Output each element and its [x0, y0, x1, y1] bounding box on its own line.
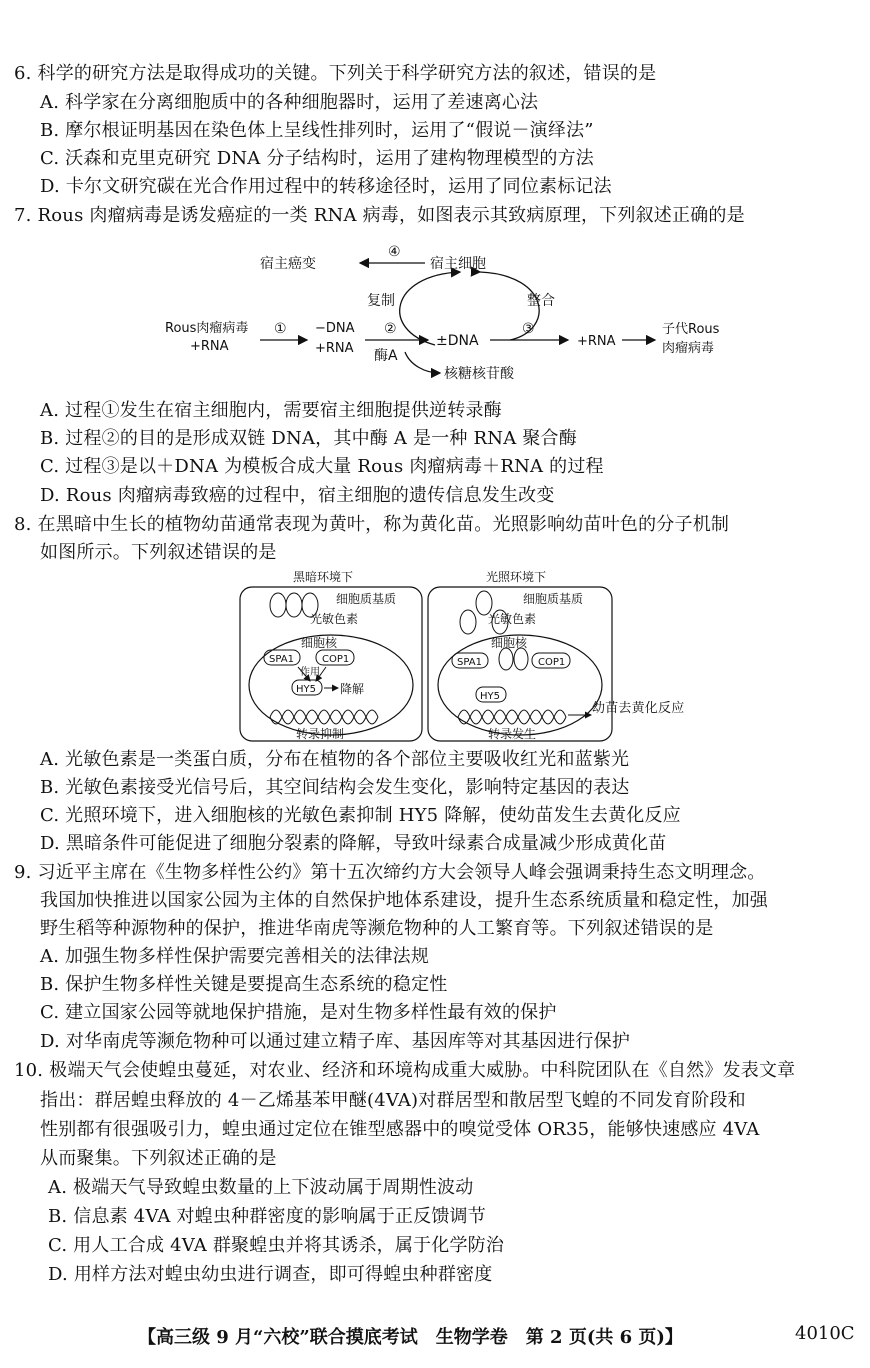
q10-option-c: C. 用人工合成 4VA 群聚蝗虫并将其诱杀，属于化学防治 — [48, 1235, 505, 1256]
q9-stem-2: 我国加快推进以国家公园为主体的自然保护地体系建设，提升生态系统质量和稳定性，加强 — [40, 890, 768, 911]
page-footer — [0, 1323, 870, 1353]
dark-title: 黑暗环境下 — [293, 570, 354, 584]
q9-option-a: A. 加强生物多样性保护需要完善相关的法律法规 — [40, 946, 430, 967]
light-nucleus-label: 细胞核 — [491, 636, 528, 650]
q8-option-d: D. 黑暗条件可能促进了细胞分裂素的降解，导致叶绿素合成量减少形成黄化苗 — [40, 833, 667, 854]
q7-option-c: C. 过程③是以＋DNA 为模板合成大量 Rous 肉瘤病毒＋RNA 的过程 — [40, 456, 604, 477]
footer-text: 【高三级 9 月“六校”联合摸底考试 生物学卷 第 2 页(共 6 页)】 — [138, 1327, 683, 1348]
q10-stem-3: 性别都有很强吸引力，蝗虫通过定位在锥型感器中的嗅觉受体 OR35，能够快速感应 4VA — [40, 1119, 760, 1140]
q10-stem-4: 从而聚集。下列叙述正确的是 — [40, 1148, 277, 1169]
integrate-label: 整合 — [527, 293, 555, 309]
q7-option-a: A. 过程①发生在宿主细胞内，需要宿主细胞提供逆转录酶 — [40, 400, 502, 421]
light-cop1-label: COP1 — [538, 657, 566, 668]
q10-option-b: B. 信息素 4VA 对蝗虫种群密度的影响属于正反馈调节 — [48, 1206, 486, 1227]
q10-stem-2: 指出：群居蝗虫释放的 4－乙烯基苯甲醚(4VA)对群居型和散居型飞蝗的不同发育阶段和 — [40, 1090, 746, 1111]
q9-stem-3: 野生稻等种源物种的保护，推进华南虎等濒危物种的人工繁育等。下列叙述错误的是 — [40, 918, 714, 939]
q7-option-b: B. 过程②的目的是形成双链 DNA，其中酶 A 是一种 RNA 聚合酶 — [40, 428, 577, 449]
q8-stem-1: 8. 在黑暗中生长的植物幼苗通常表现为黄叶，称为黄化苗。光照影响幼苗叶色的分子机制 — [14, 514, 730, 535]
q10-stem-1: 10. 极端天气会使蝗虫蔓延，对农业、经济和环境构成重大威胁。中科院团队在《自然》发表文章 — [14, 1060, 796, 1081]
host-cancer-label: 宿主癌变 — [260, 256, 316, 272]
q9-option-b: B. 保护生物多样性关键是要提高生态系统的稳定性 — [40, 974, 448, 995]
light-panel — [428, 587, 612, 741]
dark-degrade-label: 降解 — [340, 682, 365, 696]
dark-action-label: 作用 — [300, 667, 320, 678]
q8-diagram — [238, 567, 658, 745]
step3-label: ③ — [522, 321, 535, 337]
dark-hy5-label: HY5 — [296, 684, 316, 695]
light-phytochrome-label: 光敏色素 — [488, 612, 537, 626]
dark-nucleus-label: 细胞核 — [301, 636, 338, 650]
q6-stem: 6. 科学的研究方法是取得成功的关键。下列关于科学研究方法的叙述，错误的是 — [14, 63, 657, 84]
light-dna-helix — [458, 710, 566, 724]
q7-diagram — [160, 240, 740, 390]
virus-label-1: Rous肉瘤病毒 — [165, 321, 249, 336]
q10-option-d: D. 用样方法对蝗虫幼虫进行调查，即可得蝗虫种群密度 — [48, 1264, 493, 1285]
dark-phytochrome-label: 光敏色素 — [310, 612, 359, 626]
step2-label: ② — [384, 321, 397, 337]
q8-option-b: B. 光敏色素接受光信号后，其空间结构会发生变化，影响特定基因的表达 — [40, 777, 630, 798]
light-hy5-label: HY5 — [480, 691, 500, 702]
nucleotides-label: 核糖核苷酸 — [444, 366, 514, 382]
pos-rna-right-label: +RNA — [577, 334, 616, 349]
dark-dna-helix — [270, 710, 378, 724]
progeny-label-2: 肉瘤病毒 — [662, 341, 715, 356]
dark-cytoplasm-label: 细胞质基质 — [336, 592, 397, 606]
virus-label-2: +RNA — [190, 339, 229, 354]
q9-option-d: D. 对华南虎等濒危物种可以通过建立精子库、基因库等对其基因进行保护 — [40, 1031, 631, 1052]
dark-transcription-label: 转录抑制 — [296, 727, 345, 741]
nucleotide-arrow — [405, 352, 440, 373]
q9-stem-1: 9. 习近平主席在《生物多样性公约》第十五次缔约方大会领导人峰会强调秉持生态文明理念。 — [14, 862, 766, 883]
ds-dna-label: ±DNA — [436, 333, 479, 349]
host-cell-label: 宿主细胞 — [430, 256, 486, 272]
q6-option-b: B. 摩尔根证明基因在染色体上呈线性排列时，运用了“假说－演绎法” — [40, 120, 594, 141]
light-cytoplasm-label: 细胞质基质 — [523, 592, 584, 606]
q6-option-a: A. 科学家在分离细胞质中的各种细胞器时，运用了差速离心法 — [40, 92, 539, 113]
q9-option-c: C. 建立国家公园等就地保护措施，是对生物多样性最有效的保护 — [40, 1002, 557, 1023]
light-title: 光照环境下 — [486, 570, 547, 584]
enzyme-a-label: 酶A — [374, 348, 398, 364]
q7-stem: 7. Rous 肉瘤病毒是诱发癌症的一类 RNA 病毒，如图表示其致病原理，下列叙述正确的是 — [14, 205, 745, 226]
light-transcription-label: 转录发生 — [488, 727, 537, 741]
q8-stem-2: 如图所示。下列叙述错误的是 — [40, 542, 277, 563]
q8-option-a: A. 光敏色素是一类蛋白质，分布在植物的各个部位主要吸收红光和蓝紫光 — [40, 749, 630, 770]
progeny-label-1: 子代Rous — [662, 322, 720, 337]
pos-rna-mid-label: +RNA — [315, 341, 354, 356]
q7-option-d: D. Rous 肉瘤病毒致癌的过程中，宿主细胞的遗传信息发生改变 — [40, 485, 555, 506]
q8-option-c: C. 光照环境下，进入细胞核的光敏色素抑制 HY5 降解，使幼苗发生去黄化反应 — [40, 805, 681, 826]
q6-option-c: C. 沃森和克里克研究 DNA 分子结构时，运用了建构物理模型的方法 — [40, 148, 594, 169]
neg-dna-label: −DNA — [315, 321, 355, 336]
step1-label: ① — [274, 321, 287, 337]
footer-code: 4010C — [795, 1323, 855, 1344]
step4-label: ④ — [388, 244, 401, 260]
q6-option-d: D. 卡尔文研究碳在光合作用过程中的转移途径时，运用了同位素标记法 — [40, 176, 612, 197]
dark-cop1-label: COP1 — [322, 654, 350, 665]
de-etiolation-label: 幼苗去黄化反应 — [592, 701, 685, 716]
dark-spa1-label: SPA1 — [269, 654, 294, 665]
replicate-label: 复制 — [367, 293, 395, 309]
q10-option-a: A. 极端天气导致蝗虫数量的上下波动属于周期性波动 — [48, 1177, 474, 1198]
light-spa1-label: SPA1 — [457, 657, 482, 668]
